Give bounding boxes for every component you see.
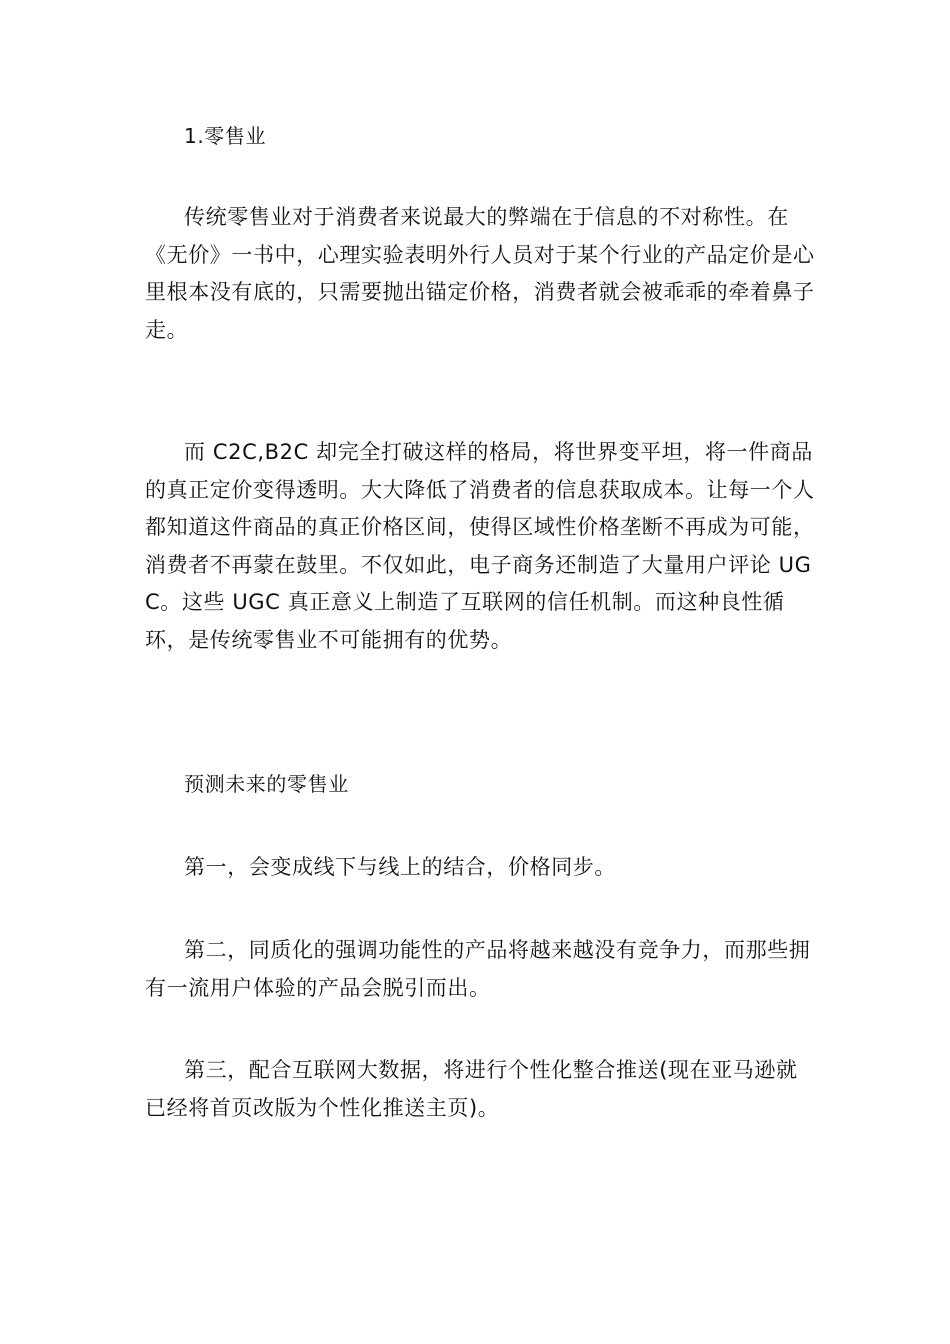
- paragraph-1: 传统零售业对于消费者来说最大的弊端在于信息的不对称性。在《无价》一书中，心理实验表明外行人员对于某个行业的产品定价是心里根本没有底的，只需要抛出锚定价格，消费者就会被乖乖的牵着鼻子走。: [145, 205, 815, 342]
- paragraph-2: 而 C2C,B2C 却完全打破这样的格局，将世界变平坦，将一件商品的真正定价变得透明。大大降低了消费者的信息获取成本。让每一个人都知道这件商品的真正价格区间，使得区域性价格垄断不再成为可能，消费者不再蒙在鼓里。不仅如此，电子商务还制造了大量用户评论 UGC。这些 UGC 真正意义上制造了互联网的信任机制。而这种良性循环，是传统零售业不可能拥有的优势。: [145, 440, 815, 652]
- prediction-2: 第二，同质化的强调功能性的产品将越来越没有竞争力，而那些拥有一流用户体验的产品会脱引而出。: [145, 938, 811, 1000]
- subheading: 预测未来的零售业: [184, 772, 349, 796]
- section-heading: 1.零售业: [184, 124, 267, 148]
- prediction-3: 第三，配合互联网大数据，将进行个性化整合推送(现在亚马逊就已经将首页改版为个性化推送主页)。: [145, 1058, 798, 1120]
- prediction-1: 第一，会变成线下与线上的结合，价格同步。: [184, 855, 616, 879]
